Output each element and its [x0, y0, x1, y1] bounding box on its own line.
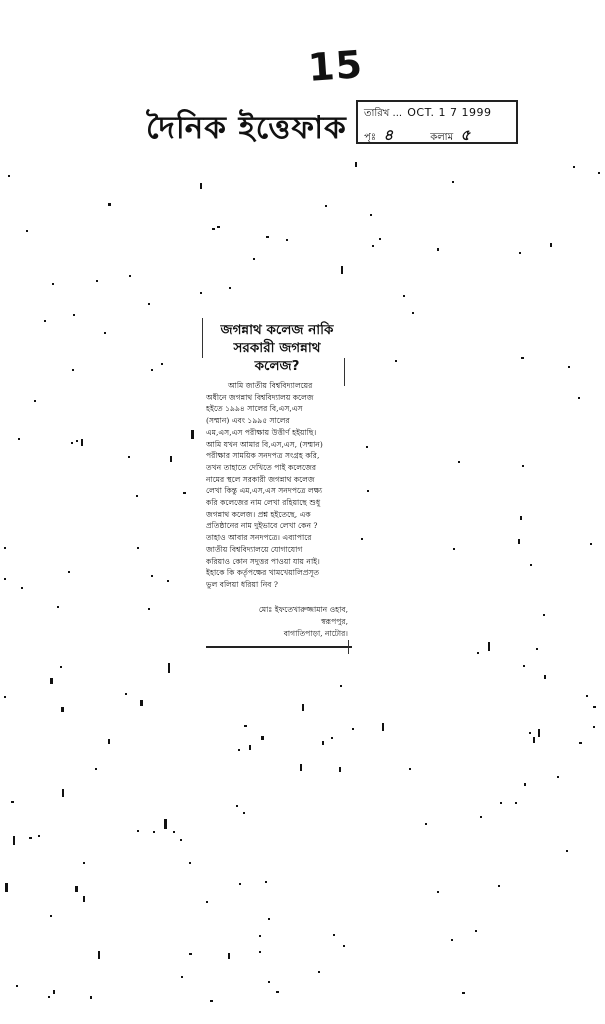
scan-speck — [104, 332, 106, 334]
scan-speck — [568, 366, 570, 368]
scan-speck — [173, 831, 175, 833]
scan-speck — [437, 248, 439, 251]
scan-speck — [590, 543, 592, 545]
scan-speck — [73, 314, 75, 316]
stamp-column-label: কলাম — [430, 132, 454, 143]
scan-speck — [108, 739, 110, 744]
scan-speck — [475, 930, 477, 932]
scan-speck — [268, 981, 270, 983]
article-line: অধীনে জগন্নাথ বিশ্ববিদ্যালয় কলেজ — [206, 392, 314, 402]
scan-speck — [170, 456, 172, 462]
article-line: তাহাও আবার সনদপত্রে। এব্যাপারে — [206, 533, 312, 543]
scan-speck — [53, 990, 55, 994]
scan-speck — [370, 214, 372, 216]
scan-speck — [148, 303, 150, 305]
scan-speck — [366, 446, 368, 448]
article-line: তখন তাহাতে দেখিতে পাই কলেজের — [206, 462, 317, 472]
scan-speck — [206, 901, 208, 903]
scan-speck — [16, 985, 18, 987]
article-title — [202, 321, 352, 375]
scan-speck — [533, 737, 535, 743]
scan-speck — [168, 663, 170, 673]
scan-speck — [48, 996, 50, 998]
scan-speck — [50, 678, 53, 684]
scan-speck — [90, 996, 92, 999]
scan-speck — [18, 438, 20, 440]
article-line: আমি জাতীয় বিশ্ববিদ্যালয়ের — [228, 381, 313, 390]
clipping-bottom-rule — [206, 646, 352, 648]
scan-speck — [367, 490, 369, 492]
scan-speck — [239, 883, 241, 885]
scan-speck — [458, 461, 460, 463]
scan-speck — [164, 819, 167, 829]
article-line: করি কলেজের নাম লেখা রহিয়াছে শুধু — [206, 498, 321, 508]
article-line: এম,এস,এস পরীক্ষায় উত্তীর্ণ হইয়াছি। — [206, 427, 317, 437]
article-line: আমি যখন আমার বি,এস,এস, (সম্মান) — [206, 439, 323, 449]
scan-speck — [379, 238, 381, 240]
scan-speck — [340, 685, 342, 687]
scan-speck — [148, 608, 150, 610]
scan-speck — [268, 918, 270, 920]
scan-speck — [352, 728, 354, 730]
stamp-page-value: ৪ — [383, 126, 394, 144]
scan-speck — [265, 881, 267, 883]
article-line: (সম্মান) এবং ১৯৯৫ সালের — [206, 416, 290, 426]
scan-speck — [538, 729, 540, 737]
scan-speck — [530, 564, 532, 566]
scan-speck — [137, 547, 139, 549]
scan-speck — [518, 539, 520, 544]
scan-speck — [96, 280, 98, 282]
scan-speck — [44, 320, 46, 322]
scan-speck — [498, 885, 500, 887]
article-line: জগন্নাথ কলেজ। প্রশ্ন হইতেছে, এক — [206, 509, 311, 519]
scan-speck — [200, 292, 202, 294]
scan-speck — [249, 745, 251, 750]
scan-speck — [180, 839, 182, 841]
scan-speck — [566, 850, 568, 852]
scan-speck — [236, 805, 238, 807]
scan-speck — [557, 776, 559, 778]
date-stamp-box — [356, 100, 518, 144]
scan-speck — [593, 706, 596, 708]
scan-speck — [593, 726, 595, 728]
scan-speck — [318, 971, 320, 973]
scan-speck — [191, 430, 194, 439]
article-title-line: কলেজ? — [254, 358, 300, 374]
scan-speck — [13, 836, 15, 845]
scan-speck — [333, 934, 335, 936]
stamp-date-label: তারিখ ... — [364, 108, 403, 119]
stamp-date-row — [364, 106, 491, 123]
scan-speck — [189, 953, 192, 955]
scan-speck — [500, 802, 502, 804]
scan-speck — [38, 835, 40, 837]
scan-speck — [98, 951, 100, 959]
scan-speck — [125, 693, 127, 695]
article-title-line: জগন্নাথ কলেজ নাকি — [220, 322, 334, 338]
stamp-column-value: ৫ — [460, 126, 471, 144]
scan-speck — [108, 203, 111, 206]
scan-speck — [5, 883, 8, 892]
scan-speck — [161, 363, 163, 365]
scan-speck — [437, 891, 439, 893]
scan-speck — [151, 369, 153, 371]
stamp-page-row — [364, 124, 478, 149]
scan-speck — [341, 266, 343, 274]
article-line: করিয়াও কোন সদুত্তর পাওয়া যায় নাই। — [206, 556, 320, 566]
scan-speck — [578, 397, 580, 399]
scan-speck — [140, 700, 143, 706]
scan-speck — [544, 675, 546, 679]
scan-speck — [462, 992, 465, 994]
stamp-date-value: OCT. 1 7 1999 — [407, 106, 492, 119]
scan-speck — [244, 725, 247, 727]
scan-speck — [395, 360, 397, 362]
scan-speck — [83, 896, 85, 902]
scan-speck — [522, 465, 524, 467]
scan-speck — [4, 578, 6, 580]
scan-speck — [452, 181, 454, 183]
scan-speck — [68, 571, 70, 573]
scan-speck — [243, 812, 245, 814]
scan-speck — [34, 400, 36, 402]
scan-speck — [521, 357, 524, 359]
article-line: ভুল বলিয়া ধরিয়া নিব ? — [206, 579, 278, 589]
clipping-edge-line — [202, 318, 203, 358]
article-line: হইতে ১৯৯৪ সালের বি,এস,এস — [206, 404, 303, 414]
scan-speck — [167, 580, 169, 582]
scan-speck — [331, 737, 333, 739]
scan-speck — [343, 945, 345, 947]
scan-speck — [550, 243, 552, 247]
signature-name: মোঃ ইফতেখারুজ্জামান ওহাব, — [258, 605, 348, 614]
scan-speck — [477, 652, 479, 654]
scan-speck — [26, 230, 28, 232]
scan-speck — [72, 369, 74, 371]
article-line: ইহাকে কি কর্তৃপক্ষের খামখেয়ালিপ্রসূত — [206, 568, 320, 578]
scan-speck — [95, 768, 97, 770]
scan-speck — [212, 228, 215, 230]
scan-speck — [136, 495, 138, 497]
scan-speck — [61, 707, 64, 712]
scan-speck — [261, 736, 264, 740]
scan-speck — [238, 749, 240, 751]
scan-speck — [253, 258, 255, 260]
scan-speck — [355, 162, 357, 167]
article-body — [206, 380, 348, 591]
scan-speck — [586, 695, 588, 697]
scan-speck — [480, 816, 482, 818]
scan-speck — [453, 548, 455, 550]
scan-speck — [83, 862, 85, 864]
scan-speck — [81, 439, 83, 446]
scan-speck — [183, 492, 186, 494]
scan-speck — [322, 741, 324, 745]
article-line: লেখা কিন্তু এম,এস,এস সনদপত্রে লক্ষ্য — [206, 486, 323, 496]
clipping-edge-line — [348, 640, 349, 654]
signature-address-line: স্বরূপপুর, — [320, 617, 348, 626]
scan-speck — [519, 252, 521, 254]
scan-speck — [29, 837, 32, 839]
scan-speck — [382, 723, 384, 731]
scan-speck — [228, 953, 230, 959]
scan-speck — [57, 606, 59, 608]
scan-speck — [523, 665, 525, 667]
scan-speck — [8, 175, 10, 177]
scan-speck — [372, 245, 374, 247]
scan-speck — [62, 789, 64, 797]
scan-speck — [403, 295, 405, 297]
page-number: 15 — [306, 42, 365, 90]
scan-speck — [412, 312, 414, 314]
newspaper-clipping — [202, 316, 352, 650]
scan-speck — [536, 648, 538, 650]
newspaper-masthead: দৈনিক ইত্তেফাক — [146, 110, 347, 146]
scan-speck — [488, 642, 490, 651]
scan-speck — [259, 935, 261, 937]
scan-speck — [151, 575, 153, 577]
scan-speck — [573, 166, 575, 168]
scan-speck — [128, 456, 130, 458]
scan-speck — [181, 976, 183, 978]
scan-speck — [229, 287, 231, 289]
article-line: পরীক্ষার সাময়িক সনদপত্র সংগ্রহ করি, — [206, 451, 320, 461]
clipping-edge-line — [344, 358, 345, 386]
scan-speck — [4, 547, 6, 549]
scan-speck — [266, 236, 269, 238]
scan-speck — [451, 939, 453, 941]
scan-speck — [153, 831, 155, 833]
scan-speck — [515, 802, 517, 804]
scan-speck — [425, 823, 427, 825]
scan-speck — [259, 951, 261, 953]
scan-speck — [200, 183, 202, 189]
scan-speck — [52, 283, 54, 285]
scan-speck — [217, 226, 220, 228]
scan-speck — [189, 862, 191, 864]
article-title-line: সরকারী জগন্নাথ — [233, 340, 321, 356]
scan-speck — [529, 732, 531, 734]
signature-address-line: বাগাতিপাড়া, নাটোর। — [283, 629, 348, 638]
scan-speck — [361, 538, 363, 540]
scan-speck — [210, 1000, 213, 1002]
scan-speck — [4, 696, 6, 698]
scan-speck — [598, 172, 600, 174]
scan-speck — [50, 915, 52, 917]
scan-speck — [71, 442, 73, 444]
stamp-page-label: পৃঃ — [364, 132, 377, 143]
scan-speck — [302, 704, 304, 711]
article-line: জাতীয় বিশ্ববিদ্যালয়ে যোগাযোগ — [206, 544, 303, 554]
article-line: নামের স্থলে সরকারী জগন্নাথ কলেজ — [206, 474, 315, 484]
scan-speck — [524, 783, 526, 786]
scan-speck — [286, 239, 288, 241]
scan-speck — [339, 767, 341, 772]
scan-speck — [75, 886, 78, 892]
scan-speck — [21, 587, 23, 589]
scan-speck — [129, 275, 131, 277]
scan-speck — [325, 205, 327, 207]
scan-speck — [76, 440, 78, 442]
scan-speck — [409, 768, 411, 770]
scan-speck — [137, 830, 139, 832]
scan-speck — [11, 801, 14, 803]
scan-speck — [579, 742, 582, 744]
scan-speck — [300, 764, 302, 771]
scan-speck — [520, 516, 522, 520]
scan-speck — [276, 991, 279, 993]
scan-speck — [543, 614, 545, 616]
article-line: প্রতিষ্ঠানের নাম দুইভাবে লেখা কেন ? — [206, 521, 318, 531]
scan-speck — [60, 666, 62, 668]
